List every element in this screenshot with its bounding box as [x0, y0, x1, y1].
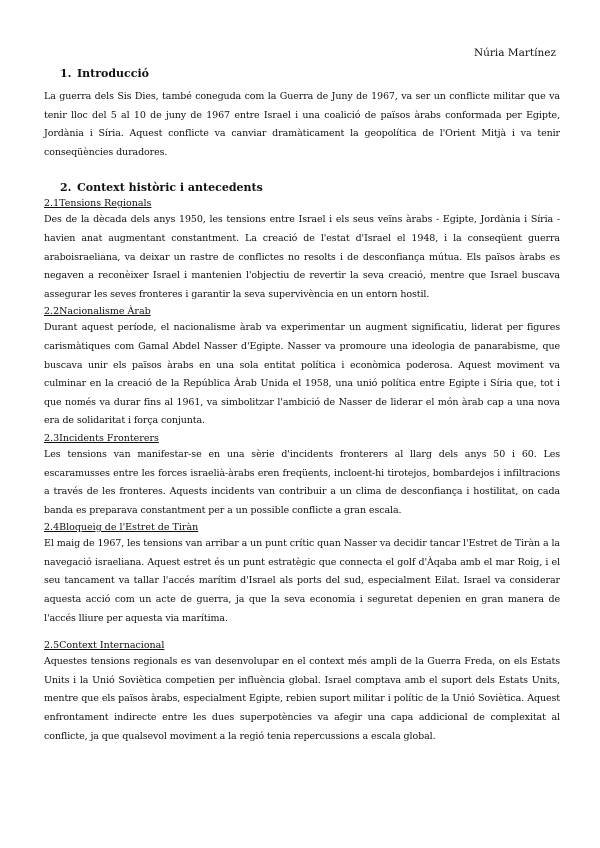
subsection-title-international: 2.5Context Internacional — [44, 640, 165, 652]
section-title: Introducció — [77, 67, 149, 80]
document-body — [44, 66, 560, 746]
section-title: Context històric i antecedents — [77, 181, 263, 195]
subsection-title-nationalism: 2.2Nacionalisme Àrab — [44, 306, 151, 318]
introduction-paragraph: La guerra dels Sis Dies, també coneguda com la Guerra de Juny de 1967, va ser un conflicte militar que va tenir lloc del 5 al 10 de juny de 1967 entre Israel i una coalició de països àrabs conformada per Egipte, Jordània i Síria. Aquest conflicte va canviar dramàticament la geopolítica de l'Orient Mitjà i va tenir conseqüències duradores. — [44, 91, 560, 158]
section-heading-context — [44, 180, 560, 196]
subsection-paragraph-incidents: Les tensions van manifestar-se en una sèrie d'incidents fronterers al llarg dels anys 50 i 60. Les escaramusses entre les forces israelià-àrabs eren freqüents, incloent-hi tirotejos, bombardejos i infiltracions a través de les fronteres. Aquests incidents van contribuir a un clima de desconfiança i hostilitat, on cada banda es preparava constantment per a un possible conflicte a gran escala. — [44, 448, 560, 516]
subsection-title-incidents: 2.3Incidents Fronterers — [44, 432, 159, 444]
subsection-title-tensions: 2.1Tensions Regionals — [44, 198, 152, 210]
subsection-paragraph-tensions: Des de la dècada dels anys 1950, les tensions entre Israel i els seus veïns àrabs - Egipte, Jordània i Síria - havien anat augmentant constantment. La creació de l'estat d'Israel el 1948, i la conseqüent guerra araboisraeliana, va deixar un rastre de conflictes no resolts i de desconfiança mútua. Els països àrabs es negaven a reconèixer Israel i mantenien l'objectiu de revertir la seva creació, mentre que Israel buscava assegurar les seves fronteres i garantir la seva supervivència en un entorn hostil. — [44, 214, 560, 300]
section-heading-introduction — [44, 66, 560, 82]
subsection-paragraph-blockade: El maig de 1967, les tensions van arribar a un punt crític quan Nasser va decidir tancar l'Estret de Tiràn a la navegació israeliana. Aquest estret és un punt estratègic que connecta el golf d'Àqaba amb el mar Roig, i el seu tancament va tallar l'accés marítim d'Israel als ports del sud, especialment Eilat. Israel va considerar aquesta acció com un acte de guerra, ja que la seva economia i seguretat depenien en gran manera de l'accés lliure per aquesta via marítima. — [44, 538, 560, 624]
subsection-paragraph-nationalism: Durant aquest període, el nacionalisme àrab va experimentar un augment significatiu, liderat per figures carismàtiques com Gamal Abdel Nasser d'Egipte. Nasser va promoure una ideologia de panarabisme, que buscava unir els països àrabs en una sola entitat política i econòmica poderosa. Aquest moviment va culminar en la creació de la República Àrab Unida el 1958, una unió política entre Egipte i Síria que, tot i que només va durar fins al 1961, va simbolitzar l'ambició de Nasser de liderar el món àrab cap a una nova era de solidaritat i força conjunta. — [44, 322, 560, 427]
subsection-title-blockade: 2.4Bloqueig de l'Estret de Tiràn — [44, 522, 199, 534]
author-name: Núria Martínez — [473, 47, 556, 59]
subsection-paragraph-international: Aquestes tensions regionals es van desenvolupar en el context més ampli de la Guerra Freda, on els Estats Units i la Unió Soviètica competien per influència global. Israel comptava amb el suport dels Estats Units, mentre que els països àrabs, especialment Egipte, rebien suport militar i polític de la Unió Soviètica. Aquest enfrontament indirecte entre les dues superpotències va afegir una capa addicional de complexitat al conflicte, ja que qualsevol moviment a la regió tenia repercussions a escala global. — [44, 656, 560, 742]
section-number: 2. — [60, 181, 72, 195]
section-number: 1. — [60, 67, 72, 80]
